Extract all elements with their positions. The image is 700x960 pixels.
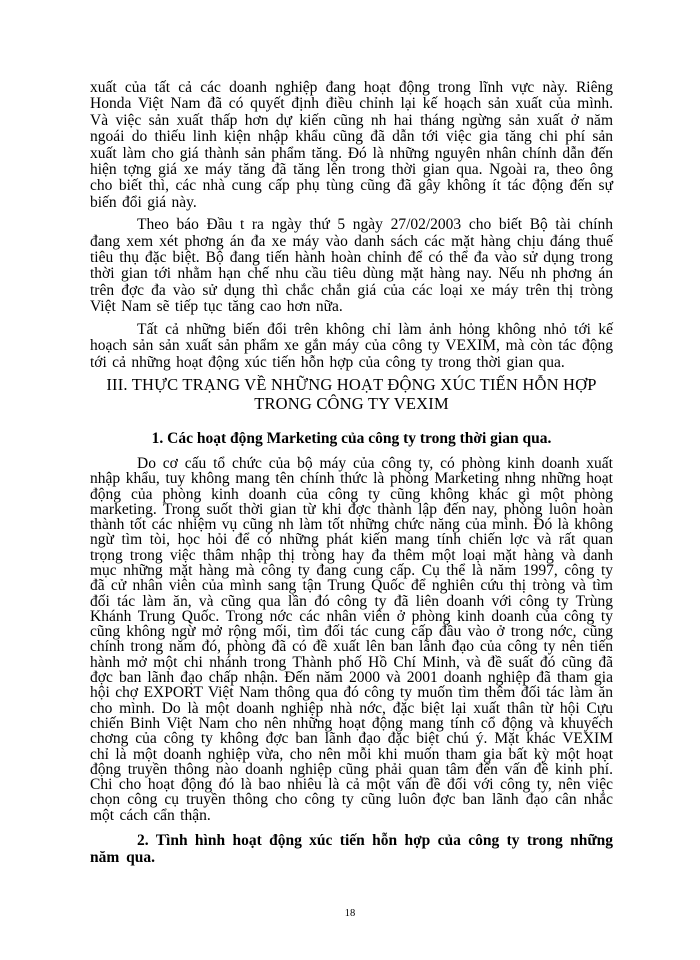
body-paragraph-2: Theo báo Đầu t ra ngày thứ 5 ngày 27/02/2003 cho biết Bộ tài chính đang xem xét phơng án đa xe máy vào danh sách các mặt hàng chịu đáng thuế tiêu thụ đặc biệt. Bộ đang tiến hành hoàn chỉnh để có thể đa vào sử dụng trong thời gian tới nhằm hạn chế nhu cầu tiêu dùng mặt hàng nay. Nếu nh phơng án trên đợc đa vào sử dụng thì chắc chắn giá của các loại xe máy trên thị tròng Việt Nam sẽ tiếp tục tăng cao hơn nữa. (90, 216, 613, 316)
subsection-heading-1: 1. Các hoạt động Marketing của công ty trong thời gian qua. (151, 429, 552, 447)
subsection-heading-2: 2. Tình hình hoạt động xúc tiến hỗn hợp của công ty trong những năm qua. (90, 832, 613, 867)
body-paragraph-1: xuất của tất cả các doanh nghiệp đang hoạt động trong lĩnh vực này. Riêng Honda Việt Nam đã có quyết định điều chỉnh lại kế hoạch sản xuất của mình. Và việc sản xuất thấp hơn dự kiến cũng nh hai tháng ngừng sản xuất ở năm ngoái do thiếu linh kiện nhập khẩu cũng đã dẫn tới việc gia tăng chi phí sản xuất làm cho giá thành sản phẩm tăng. Đó là những nguyên nhân chính dẫn đến hiện tợng giá xe máy tăng đã tăng lên trong thời gian qua. Ngoài ra, theo ông cho biết thì, các nhà cung cấp phụ tùng cũng đã gây không ít tác động đến sự biến đổi giá này. (90, 79, 613, 211)
page-number: 18 (344, 908, 356, 919)
body-paragraph-3: Tất cả những biến đổi trên không chỉ làm ảnh hỏng không nhỏ tới kế hoạch sản sản xuất sản phẩm xe gắn máy của công ty VEXIM, mà còn tác động tới cả những hoạt động xúc tiến hỗn hợp của công ty trong thời gian qua. (90, 320, 613, 371)
document-content (90, 80, 613, 866)
section-heading-3: III. THỰC TRẠNG VỀ NHỮNG HOẠT ĐỘNG XÚC TIẾN HỖN HỢP TRONG CÔNG TY VEXIM (106, 374, 597, 413)
body-paragraph-4: Do cơ cấu tổ chức của bộ máy của công ty, có phòng kinh doanh xuất nhập khẩu, tuy không mang tên chính thức là phòng Marketing nhng những hoạt động của phòng kinh doanh của công ty cũng không khác gì một phòng marketing. Trong suốt thời gian từ khi đợc thành lập đến nay, phòng luôn hoàn thành tốt các nhiệm vụ cũng nh làm tốt những chức năng của mình. Đó là không ngừ tìm tòi, học hỏi để có những phát kiến mang tính chiến lợc và rất quan trọng trong việc thâm nhập thị tròng hay đa thêm một loại mặt hàng và danh mục những mặt hàng mà công ty đang cung cấp. Cụ thể là năm 1997, công ty đã cử nhân viên của mình sang tận Trung Quốc để nghiên cứu thị tròng và tìm đối tác làm ăn, và cũng qua lần đó công ty đã liên doanh với công ty Trùng Khánh Trung Quốc. Trong nớc các nhân viên ở phòng kinh doanh của công ty cũng không ngừ mở rộng mối, tìm đối tác cung cấp đầu vào ở trong nớc, cũng chính trong năm đó, phòng đã có đề xuất lên ban lãnh đạo của công ty nên tiến hành mở một chi nhánh trong Thành phố Hồ Chí Minh, và đề suất đó cũng đã đợc ban lãnh đạo chấp nhận. Đến năm 2000 và 2001 doanh nghiệp đã tham gia hội chợ EXPORT Việt Nam thông qua đó công ty muốn tìm thêm đối tác làm ăn cho mình. Do là một doanh nghiệp nhà nớc, đặc biệt lại xuất thân từ hội Cựu chiến Binh Việt Nam cho nên những hoạt động mang tính cổ động và khuyếch chơng của công ty không đợc ban lãnh đạo đặc biệt chú ý. Mặt khác VEXIM chỉ là một doanh nghiệp vừa, cho nên mỗi khi muốn tham gia bất kỳ một hoạt động truyền thông nào doanh nghiệp cũng phải quan tâm đến vấn đề kinh phí. Chi cho hoạt động đó là bao nhiêu là cả một vấn đề đối với công ty, nên việc chọn công cụ truyền thông cho công ty cũng luôn đợc ban lãnh đạo cân nhắc một cách cẩn thận. (90, 454, 613, 824)
